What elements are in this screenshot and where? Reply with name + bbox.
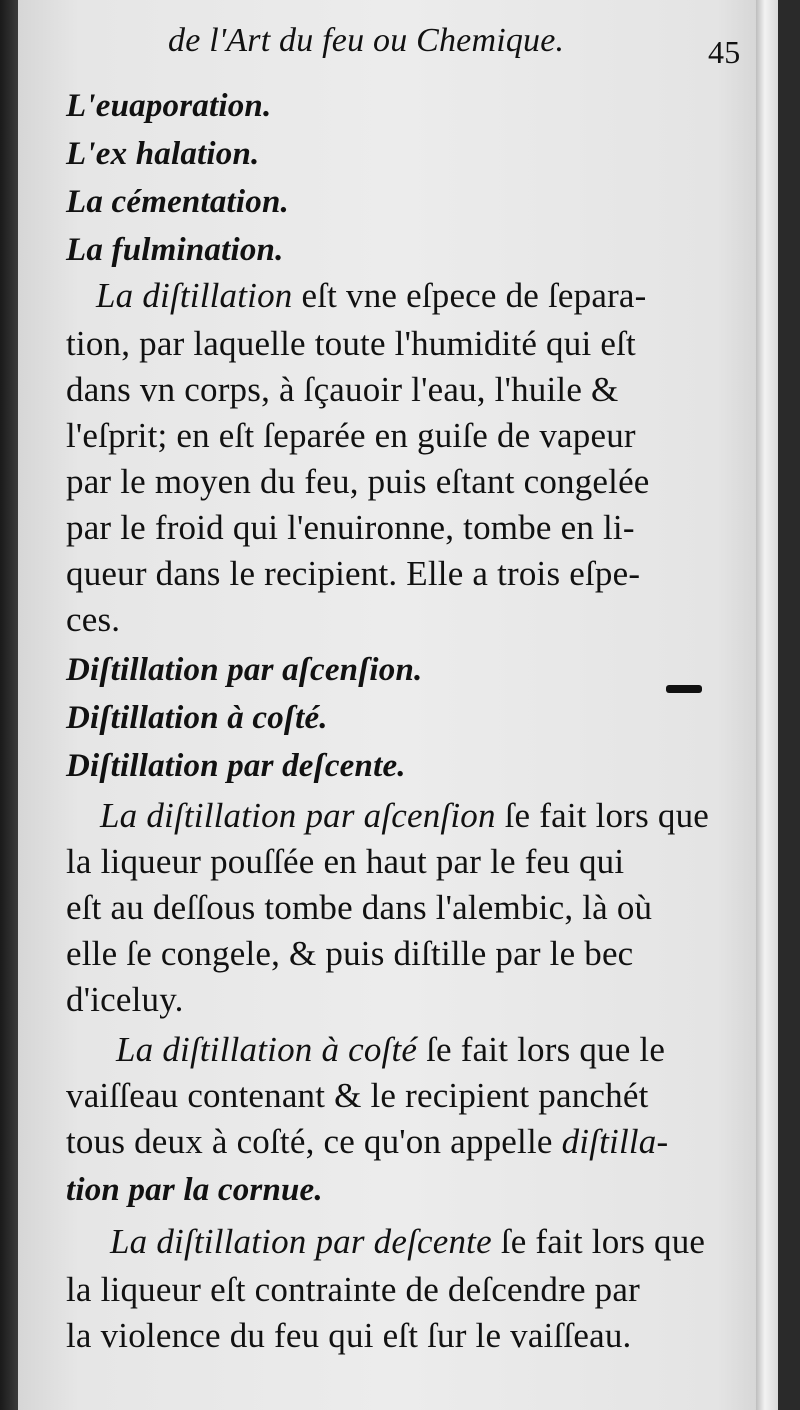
text-line-8: l'eſprit; en eſt ſeparée en guiſe de vapeur [66, 416, 636, 455]
line-text: ſe fait lors que [491, 1222, 706, 1261]
text-line-24: tion par la cornue. [66, 1172, 323, 1208]
page-edge [756, 0, 778, 1410]
text-line-25 [110, 1222, 705, 1262]
text-line-13: Diſtillation par aſcenſion. [66, 652, 423, 688]
line-text: ſe fait lors que le [417, 1030, 666, 1069]
italic-lead: La diſtillation [96, 276, 293, 315]
book-page [18, 0, 778, 1410]
text-line-26: la liqueur eſt contrainte de deſcendre par [66, 1270, 640, 1309]
italic-lead: La diſtillation par aſcenſion [100, 796, 496, 835]
book-gutter-shadow [0, 0, 18, 1410]
text-line-16 [100, 796, 709, 836]
line-text: eſt vne eſpece de ſepara- [292, 276, 647, 315]
text-line-5 [96, 276, 647, 316]
text-line-3: La cémentation. [66, 184, 289, 220]
text-line-22: vaiſſeau contenant & le recipient panchét [66, 1076, 649, 1115]
italic-lead: La diſtillation à coſté [116, 1030, 418, 1069]
text-line-20: d'iceluy. [66, 980, 184, 1019]
text-line-21 [116, 1030, 665, 1070]
text-line-10: par le froid qui l'enuironne, tombe en li- [66, 508, 635, 547]
running-head: de l'Art du feu ou Chemique. [168, 22, 565, 59]
text-line-14: Diſtillation à coſté. [66, 700, 328, 736]
text-line-15: Diſtillation par deſcente. [66, 748, 406, 784]
text-line-6: tion, par laquelle toute l'humidité qui eſt [66, 324, 636, 363]
text-line-27: la violence du feu qui eſt ſur le vaiſſeau. [66, 1316, 632, 1355]
line-text: ſe fait lors que [495, 796, 710, 835]
text-line-18: eſt au deſſous tombe dans l'alembic, là où [66, 888, 653, 927]
page-number: 45 [708, 34, 741, 70]
text-line-1: L'euaporation. [66, 88, 272, 124]
text-line-7: dans vn corps, à ſçauoir l'eau, l'huile & [66, 370, 619, 409]
text-line-2: L'ex halation. [66, 136, 260, 172]
ink-blot [666, 685, 702, 693]
line-text: tous deux à coſté, ce qu'on appelle [66, 1122, 562, 1161]
text-line-12: ces. [66, 600, 121, 639]
text-line-11: queur dans le recipient. Elle a trois eſpe- [66, 554, 641, 593]
text-line-4: La fulmination. [66, 232, 284, 268]
text-line-19: elle ſe congele, & puis diſtille par le bec [66, 934, 634, 973]
text-line-23 [66, 1122, 668, 1162]
italic-lead: La diſtillation par deſcente [110, 1222, 492, 1261]
italic-tail: diſtilla- [561, 1122, 669, 1161]
text-line-17: la liqueur pouſſée en haut par le feu qui [66, 842, 625, 881]
text-line-9: par le moyen du feu, puis eſtant congelée [66, 462, 650, 501]
